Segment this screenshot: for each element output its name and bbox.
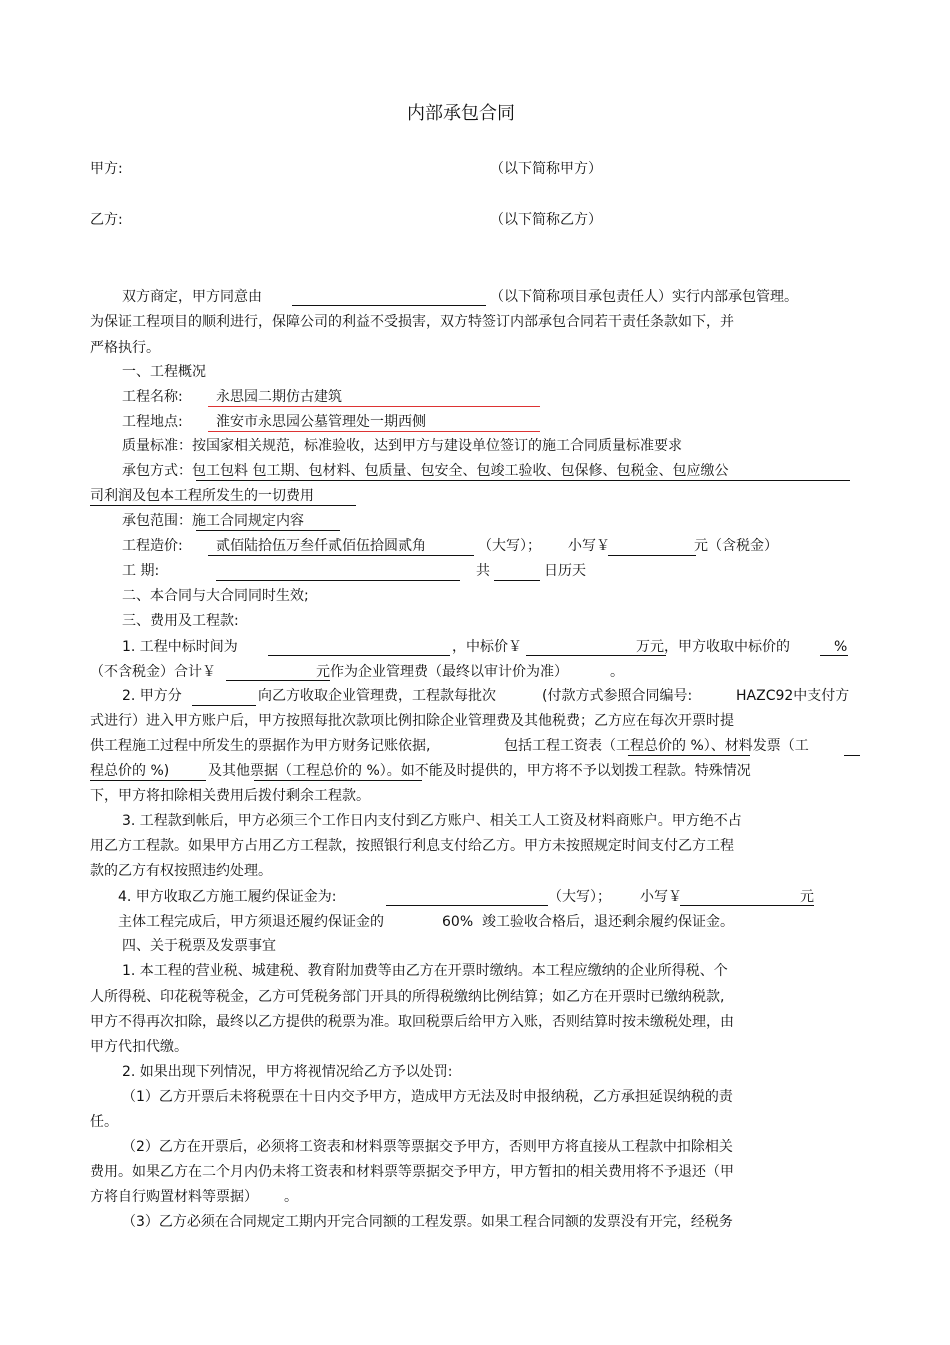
project-cost-value: 贰佰陆拾伍万叁仟贰佰伍拾圆贰角: [216, 538, 426, 554]
section-3-heading: 三、费用及工程款:: [122, 613, 239, 629]
contract-method-line-1: 承包方式：包工包料 包工期、包材料、包质量、包安全、包竣工验收、包保修、包税金、包应缴公: [122, 463, 729, 479]
fee-item-2-line-2: 式进行）进入甲方账户后，甲方按照每批次款项比例扣除企业管理费及其他税费；乙方应在每次开票时提: [90, 713, 734, 729]
material-invoice-underline-2: [90, 780, 206, 781]
fee-item-4-line-2c: 竣工验收合格后，退还剩余履约保证金。: [482, 914, 734, 930]
other-bills-underline: [254, 780, 422, 781]
fee-item-1b: ，中标价￥: [452, 639, 522, 655]
fee-item-2-line-4b: 及其他票据（工程总价的 %）。如不能及时提供的，甲方将不予以划拨工程款。特殊情况: [208, 763, 751, 779]
party-a-note: （以下简称甲方）: [490, 161, 602, 177]
fee-item-2c: (付款方式参照合同编号:: [542, 688, 693, 704]
fee-item-1-line-2a: （不含税金）合计￥: [90, 664, 216, 680]
contract-method-line-2: 司利润及包本工程所发生的一切费用: [90, 488, 314, 504]
construction-days-blank: [494, 580, 540, 581]
project-cost-xiaoxie: 小写￥: [568, 538, 610, 554]
deposit-xiaoxie-blank: [680, 905, 814, 906]
fee-item-4b: （大写）；: [548, 889, 611, 905]
fee-item-4c: 小写￥: [640, 889, 682, 905]
intro-line-2: 为保证工程项目的顺利进行，保障公司的利益不受损害，双方特签订内部承包合同若干责任条款如下，并: [90, 314, 734, 330]
tax-item-1-line-3: 甲方不得再次扣除，最终以乙方提供的税票为准。取回税票后给甲方入账，否则结算时按未缴税处理，由: [90, 1014, 734, 1030]
bid-price-blank: [526, 655, 666, 656]
fee-item-3-line-2: 用乙方工程款。如果甲方占用乙方工程款，按照银行利息支付给乙方。甲方未按照规定时间支付乙方工程: [90, 838, 734, 854]
construction-period-blank: [216, 580, 460, 581]
intro-line-1b: （以下简称项目承包责任人）实行内部承包管理。: [490, 289, 798, 305]
party-b-label: 乙方:: [90, 212, 123, 228]
fee-item-1-line-2c: 。: [610, 664, 624, 680]
project-name-value: 永思园二期仿古建筑: [216, 389, 342, 405]
construction-period-label: 工 期:: [122, 563, 160, 579]
tax-item-2: 2. 如果出现下列情况，甲方将视情况给乙方予以处罚:: [122, 1064, 453, 1080]
penalty-2-line-3b: 。: [284, 1189, 298, 1205]
section-4-heading: 四、关于税票及发票事宜: [122, 938, 276, 954]
contract-method-underline-2: [90, 505, 356, 506]
party-b-note: （以下简称乙方）: [490, 212, 602, 228]
quality-standard: 质量标准：按国家相关规范，标准验收，达到甲方与建设单位签订的施工合同质量标准要求: [122, 438, 682, 454]
fee-item-2-line-4a: 程总价的 %): [90, 763, 170, 779]
fee-item-2b: 向乙方收取企业管理费，工程款每批次: [258, 688, 496, 704]
fee-item-2a: 2. 甲方分: [122, 688, 182, 704]
contract-scope: 承包范围：施工合同规定内容: [122, 513, 304, 529]
intro-line-1a: 双方商定，甲方同意由: [122, 289, 262, 305]
fee-item-2-line-3a: 供工程施工过程中所发生的票据作为甲方财务记账依据,: [90, 738, 431, 754]
fee-item-4a: 4. 甲方收取乙方施工履约保证金为:: [118, 889, 337, 905]
penalty-3-line-1: （3）乙方必须在合同规定工期内开完合同额的工程发票。如果工程合同额的发票没有开完，经税务: [122, 1214, 733, 1230]
party-a-label: 甲方:: [90, 161, 123, 177]
section-2-heading: 二、本合同与大合同同时生效;: [122, 588, 309, 604]
page-title: 内部承包合同: [407, 103, 515, 124]
management-fee-blank: [226, 680, 330, 681]
wage-table-underline: [628, 755, 750, 756]
fee-item-2-line-5: 下，甲方将扣除相关费用后拨付剩余工程款。: [90, 788, 370, 804]
fee-item-2-line-3b: 包括工程工资表（工程总价的 %）、材料发票（工: [504, 738, 809, 754]
fee-item-4d: 元: [800, 889, 814, 905]
material-invoice-underline: [844, 755, 860, 756]
project-name-underline: [208, 406, 540, 407]
fee-item-1c: 万元，甲方收取中标价的: [636, 639, 790, 655]
project-cost-underline: [208, 555, 474, 556]
project-location-underline: [208, 431, 540, 432]
fee-item-2d: HAZC92中支付方: [736, 688, 850, 704]
intro-line-3: 严格执行。: [90, 340, 160, 356]
project-location-label: 工程地点:: [122, 414, 183, 430]
penalty-2-line-2: 费用。如果乙方在二个月内仍未将工资表和材料票等票据交予甲方，甲方暂扣的相关费用将不予退还（甲: [90, 1164, 734, 1180]
project-leader-blank: [292, 305, 486, 306]
fee-item-4-line-2b: 60%: [442, 914, 474, 930]
project-cost-daxie: （大写）；: [478, 538, 541, 554]
construction-period-gong: 共: [476, 563, 490, 579]
penalty-2-line-3: 方将自行购置材料等票据）: [90, 1189, 258, 1205]
fee-item-4-line-2a: 主体工程完成后，甲方须退还履约保证金的: [118, 914, 384, 930]
penalty-1-line-2: 任。: [90, 1114, 118, 1130]
fee-item-1a: 1. 工程中标时间为: [122, 639, 238, 655]
fee-item-1d: %: [834, 639, 848, 655]
tax-item-1-line-1: 1. 本工程的营业税、城建税、教育附加费等由乙方在开票时缴纳。本工程应缴纳的企业所得税、个: [122, 963, 728, 979]
project-cost-label: 工程造价:: [122, 538, 183, 554]
fee-item-3-line-1: 3. 工程款到帐后，甲方必须三个工作日内支付到乙方账户、相关工人工资及材料商账户。甲方绝不占: [122, 813, 742, 829]
fee-percent-blank: [820, 655, 848, 656]
contract-scope-underline: [196, 530, 340, 531]
section-1-heading: 一、工程概况: [122, 364, 206, 380]
deposit-daxie-blank: [386, 905, 548, 906]
tax-item-1-line-4: 甲方代扣代缴。: [90, 1039, 188, 1055]
tax-item-1-line-2: 人所得税、印花税等税金，乙方可凭税务部门开具的所得税缴纳比例结算；如乙方在开票时已缴纳税款,: [90, 989, 725, 1005]
project-cost-xiaoxie-blank: [608, 555, 696, 556]
fee-period-blank: [192, 705, 256, 706]
project-name-label: 工程名称:: [122, 389, 183, 405]
bid-time-blank: [268, 655, 450, 656]
project-cost-yuan: 元（含税金）: [694, 538, 778, 554]
penalty-2-line-1: （2）乙方在开票后，必须将工资表和材料票等票据交予甲方，否则甲方将直接从工程款中扣除相关: [122, 1139, 733, 1155]
project-location-value: 淮安市永思园公墓管理处一期西侧: [216, 414, 426, 430]
fee-item-1-line-2b: 元作为企业管理费（最终以审计价为准）: [316, 664, 568, 680]
construction-period-days: 日历天: [544, 563, 586, 579]
fee-item-3-line-3: 款的乙方有权按照违约处理。: [90, 863, 272, 879]
penalty-1-line-1: （1）乙方开票后未将税票在十日内交予甲方，造成甲方无法及时申报纳税，乙方承担延误纳税的责: [122, 1089, 733, 1105]
contract-method-underline-1: [196, 480, 850, 481]
